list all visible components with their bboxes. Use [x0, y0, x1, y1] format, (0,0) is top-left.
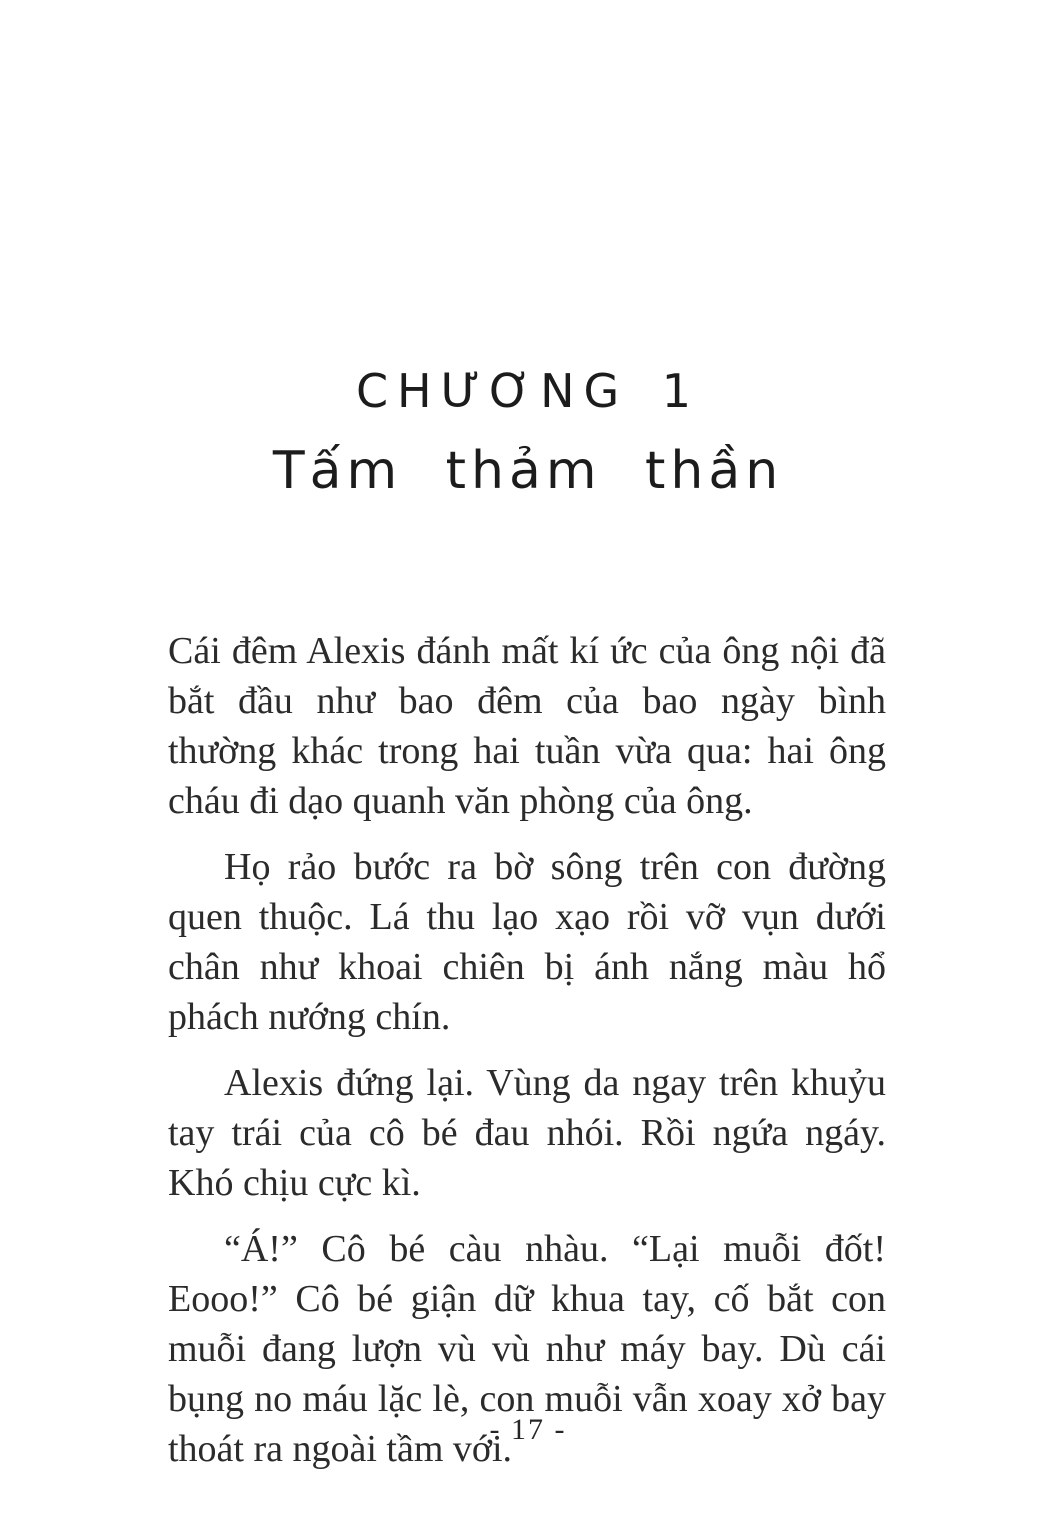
page-number: - 17 - — [489, 1413, 567, 1446]
page-footer — [0, 1412, 1056, 1448]
chapter-number-label: CHƯƠNG 1 — [355, 364, 701, 418]
paragraph-2: Họ rảo bước ra bờ sông trên con đường quen thuộc. Lá thu lạo xạo rồi vỡ vụn dưới chân như khoai chiên bị ánh nắng màu hổ phách nướng chín. — [168, 846, 886, 1038]
chapter-heading — [0, 362, 1056, 504]
chapter-title: Tấm thảm thần — [272, 441, 784, 501]
paragraph-4: “Á!” Cô bé càu nhàu. “Lại muỗi đốt! Eooo!” Cô bé giận dữ khua tay, cố bắt con muỗi đang lượn vù vù như máy bay. Dù cái bụng no máu lặc lè, con muỗi vẫn xoay xở bay thoát ra ngoài tầm với. — [168, 1228, 886, 1470]
paragraph-1: Cái đêm Alexis đánh mất kí ức của ông nội đã bắt đầu như bao đêm của bao ngày bình thường khác trong hai tuần vừa qua: hai ông cháu đi dạo quanh văn phòng của ông. — [168, 630, 886, 822]
body-text-block — [168, 626, 886, 1490]
paragraph-3: Alexis đứng lại. Vùng da ngay trên khuỷu tay trái của cô bé đau nhói. Rồi ngứa ngáy. Khó chịu cực kì. — [168, 1062, 886, 1204]
